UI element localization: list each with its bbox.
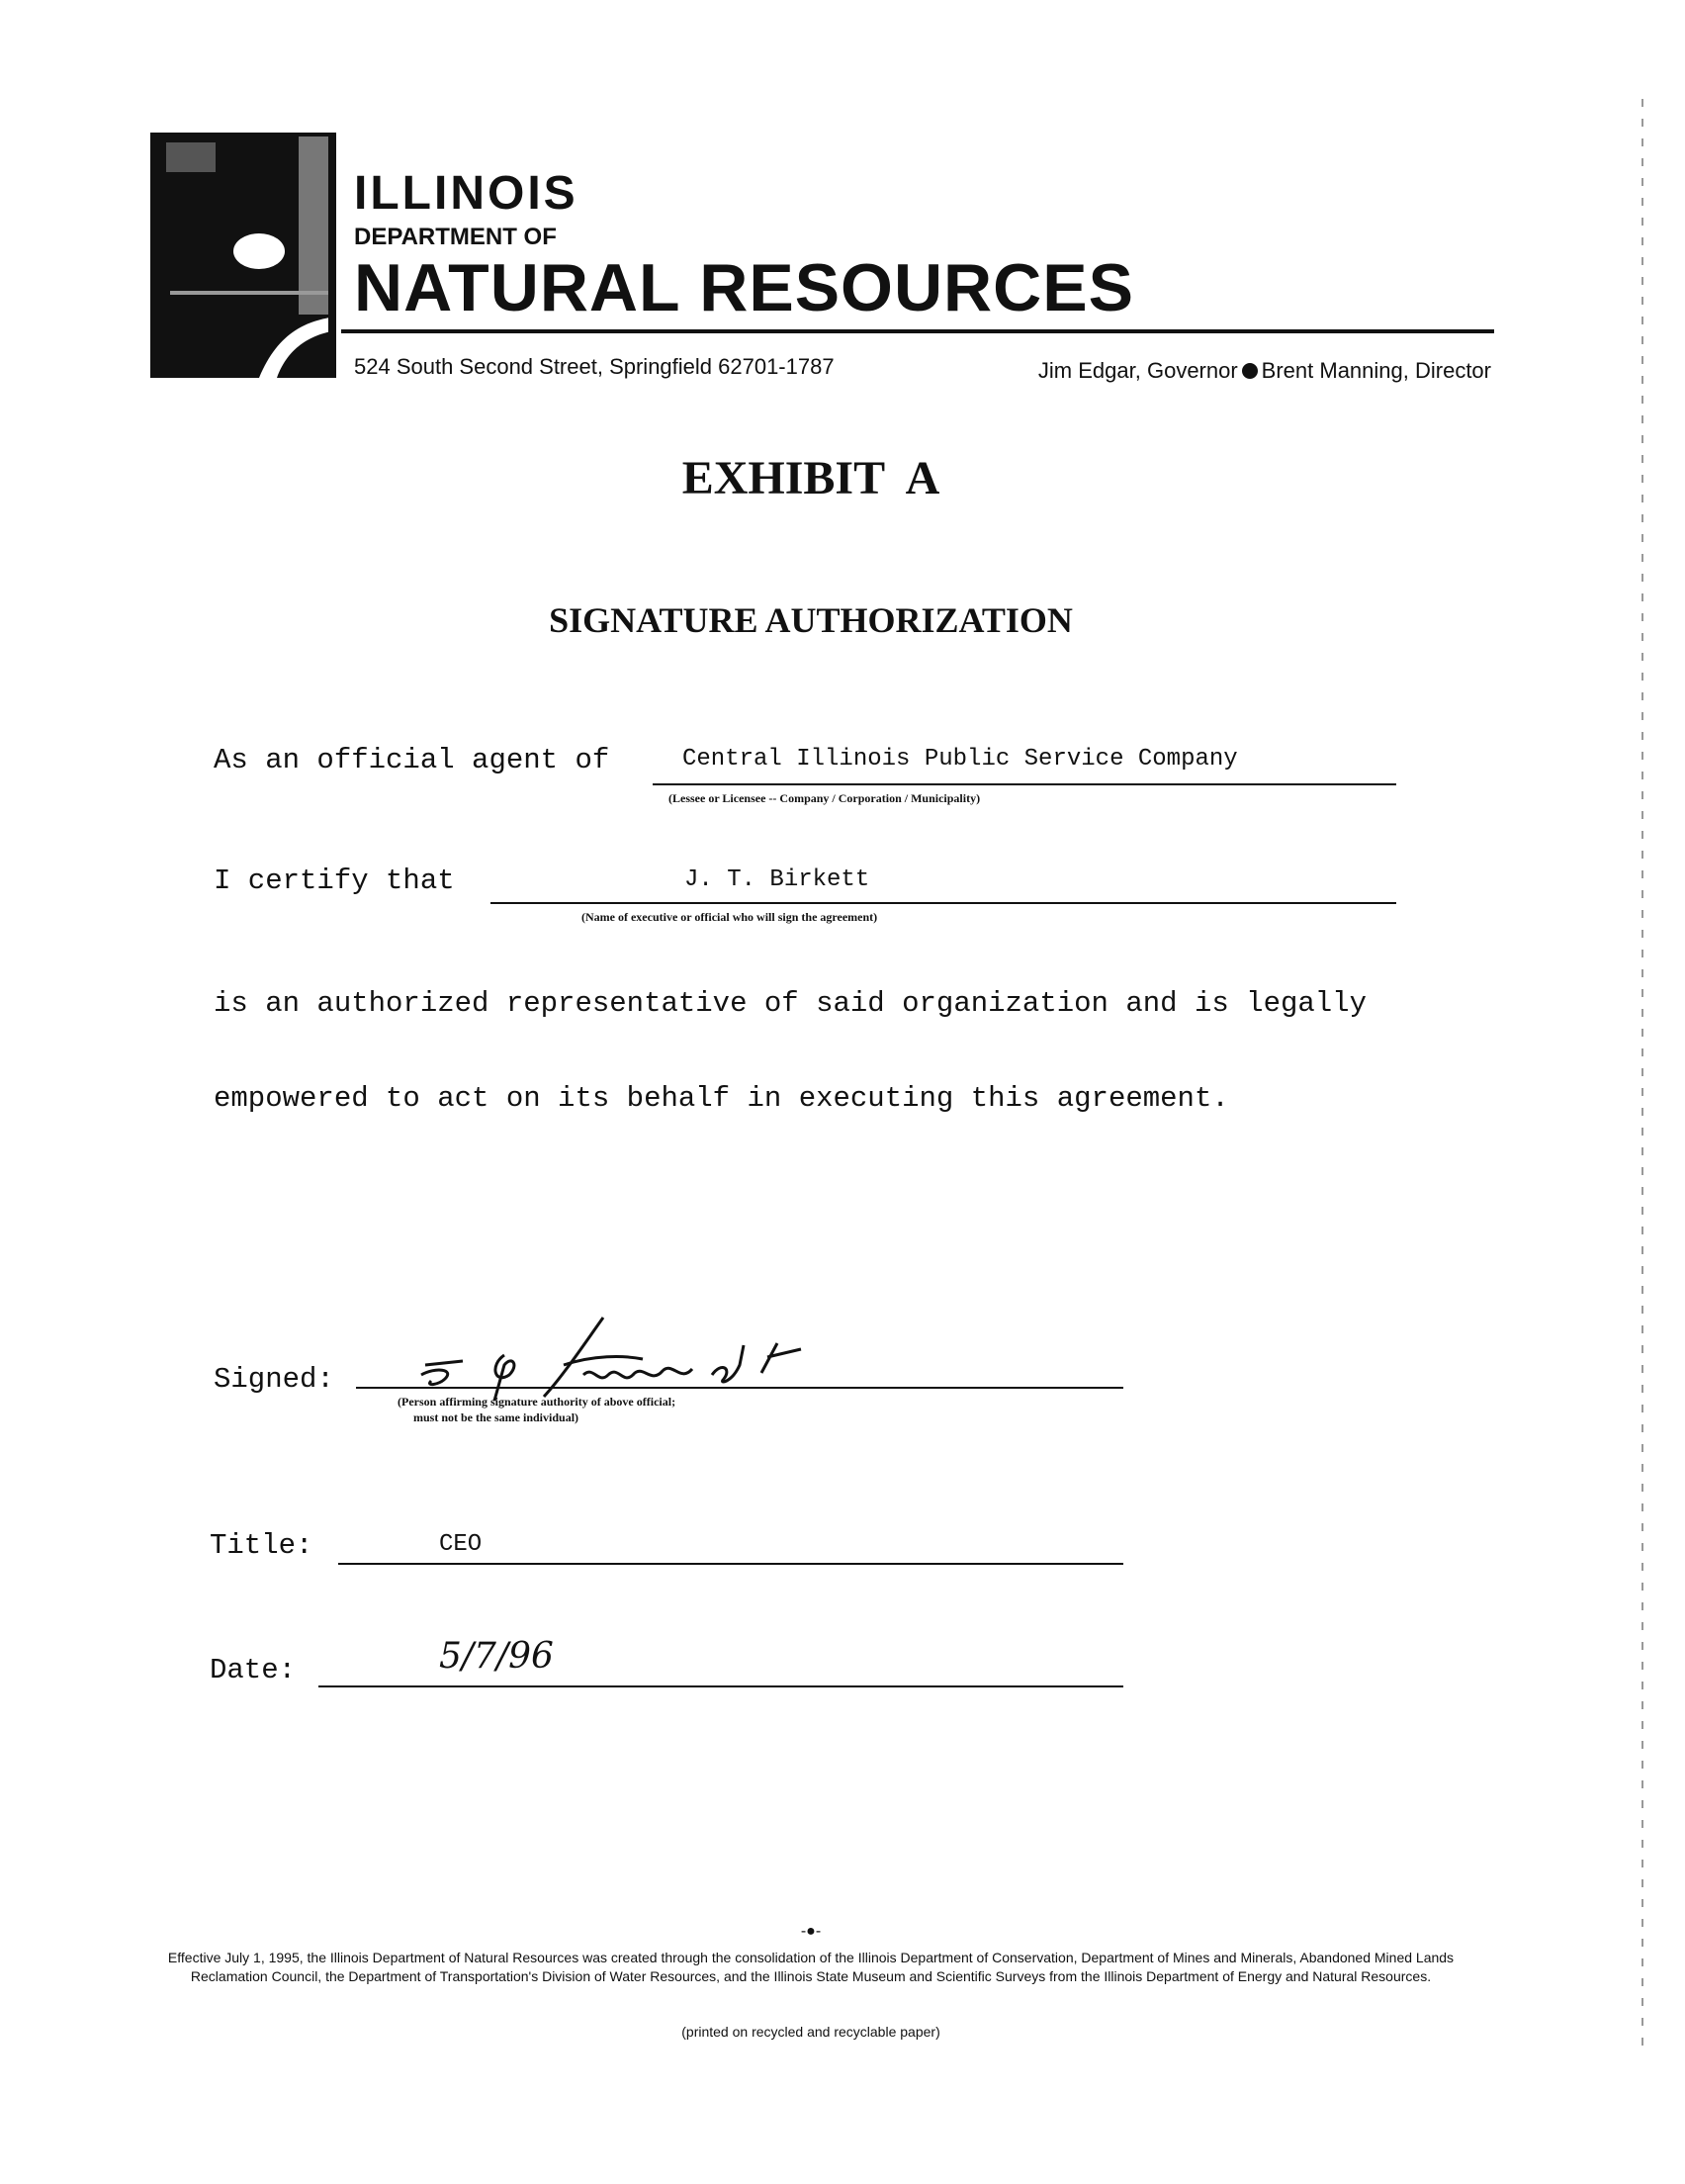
signed-underline bbox=[356, 1387, 1123, 1389]
letterhead-address: 524 South Second Street, Springfield 62701-1787 bbox=[354, 354, 835, 379]
signed-label: Signed: bbox=[214, 1363, 334, 1396]
letterhead-illinois: ILLINOIS bbox=[354, 167, 578, 220]
letterhead-department-of: DEPARTMENT OF bbox=[354, 224, 557, 250]
letterhead-rule bbox=[341, 329, 1494, 333]
body-line-2: empowered to act on its behalf in executing this agreement. bbox=[214, 1082, 1229, 1115]
date-value: 5/7/96 bbox=[439, 1636, 554, 1677]
agent-value: Central Illinois Public Service Company bbox=[682, 746, 1238, 773]
date-underline bbox=[318, 1685, 1123, 1687]
certify-value: J. T. Birkett bbox=[684, 866, 870, 893]
letterhead-natural-resources: NATURAL RESOURCES bbox=[354, 250, 1134, 325]
director-name: Brent Manning, Director bbox=[1261, 358, 1491, 383]
certify-caption: (Name of executive or official who will sign the agreement) bbox=[581, 910, 878, 924]
certify-underline bbox=[490, 902, 1396, 904]
title-label: Title: bbox=[210, 1529, 313, 1562]
exhibit-heading: EXHIBIT A bbox=[681, 452, 940, 504]
footer-printed-note: (printed on recycled and recyclable paper) bbox=[681, 2024, 940, 2040]
agent-label: As an official agent of bbox=[214, 744, 610, 776]
certify-label: I certify that bbox=[214, 864, 455, 897]
letterhead-officials bbox=[1038, 358, 1491, 384]
bullet-icon bbox=[1242, 363, 1258, 379]
governor-name: Jim Edgar, Governor bbox=[1037, 358, 1238, 383]
signed-caption-1: (Person affirming signature authority of above official; bbox=[398, 1395, 676, 1409]
title-value: CEO bbox=[439, 1531, 483, 1558]
document-title: SIGNATURE AUTHORIZATION bbox=[549, 600, 1073, 640]
footer-text: Effective July 1, 1995, the Illinois Department of Natural Resources was created through the consolidation of the Illinois Department of Conservation, Department of Mines and Minerals, Abandoned Mined Lands Reclamation Council, the Department of Transportation's Division of Water Resources, and the Illinois State Museum and Scientific Surveys from the Illinois Department of Energy and Natural Resources. bbox=[167, 1950, 1455, 1984]
agent-underline bbox=[653, 783, 1396, 785]
body-line-1: is an authorized representative of said organization and is legally bbox=[214, 987, 1367, 1020]
date-label: Date: bbox=[210, 1654, 297, 1686]
scan-edge-line bbox=[1641, 99, 1643, 2057]
department-logo bbox=[150, 133, 336, 378]
title-underline bbox=[338, 1563, 1123, 1565]
footer-mark: -●- bbox=[800, 1923, 822, 1940]
signed-caption-2: must not be the same individual) bbox=[413, 1410, 579, 1424]
agent-caption: (Lessee or Licensee -- Company / Corporation / Municipality) bbox=[668, 791, 981, 805]
